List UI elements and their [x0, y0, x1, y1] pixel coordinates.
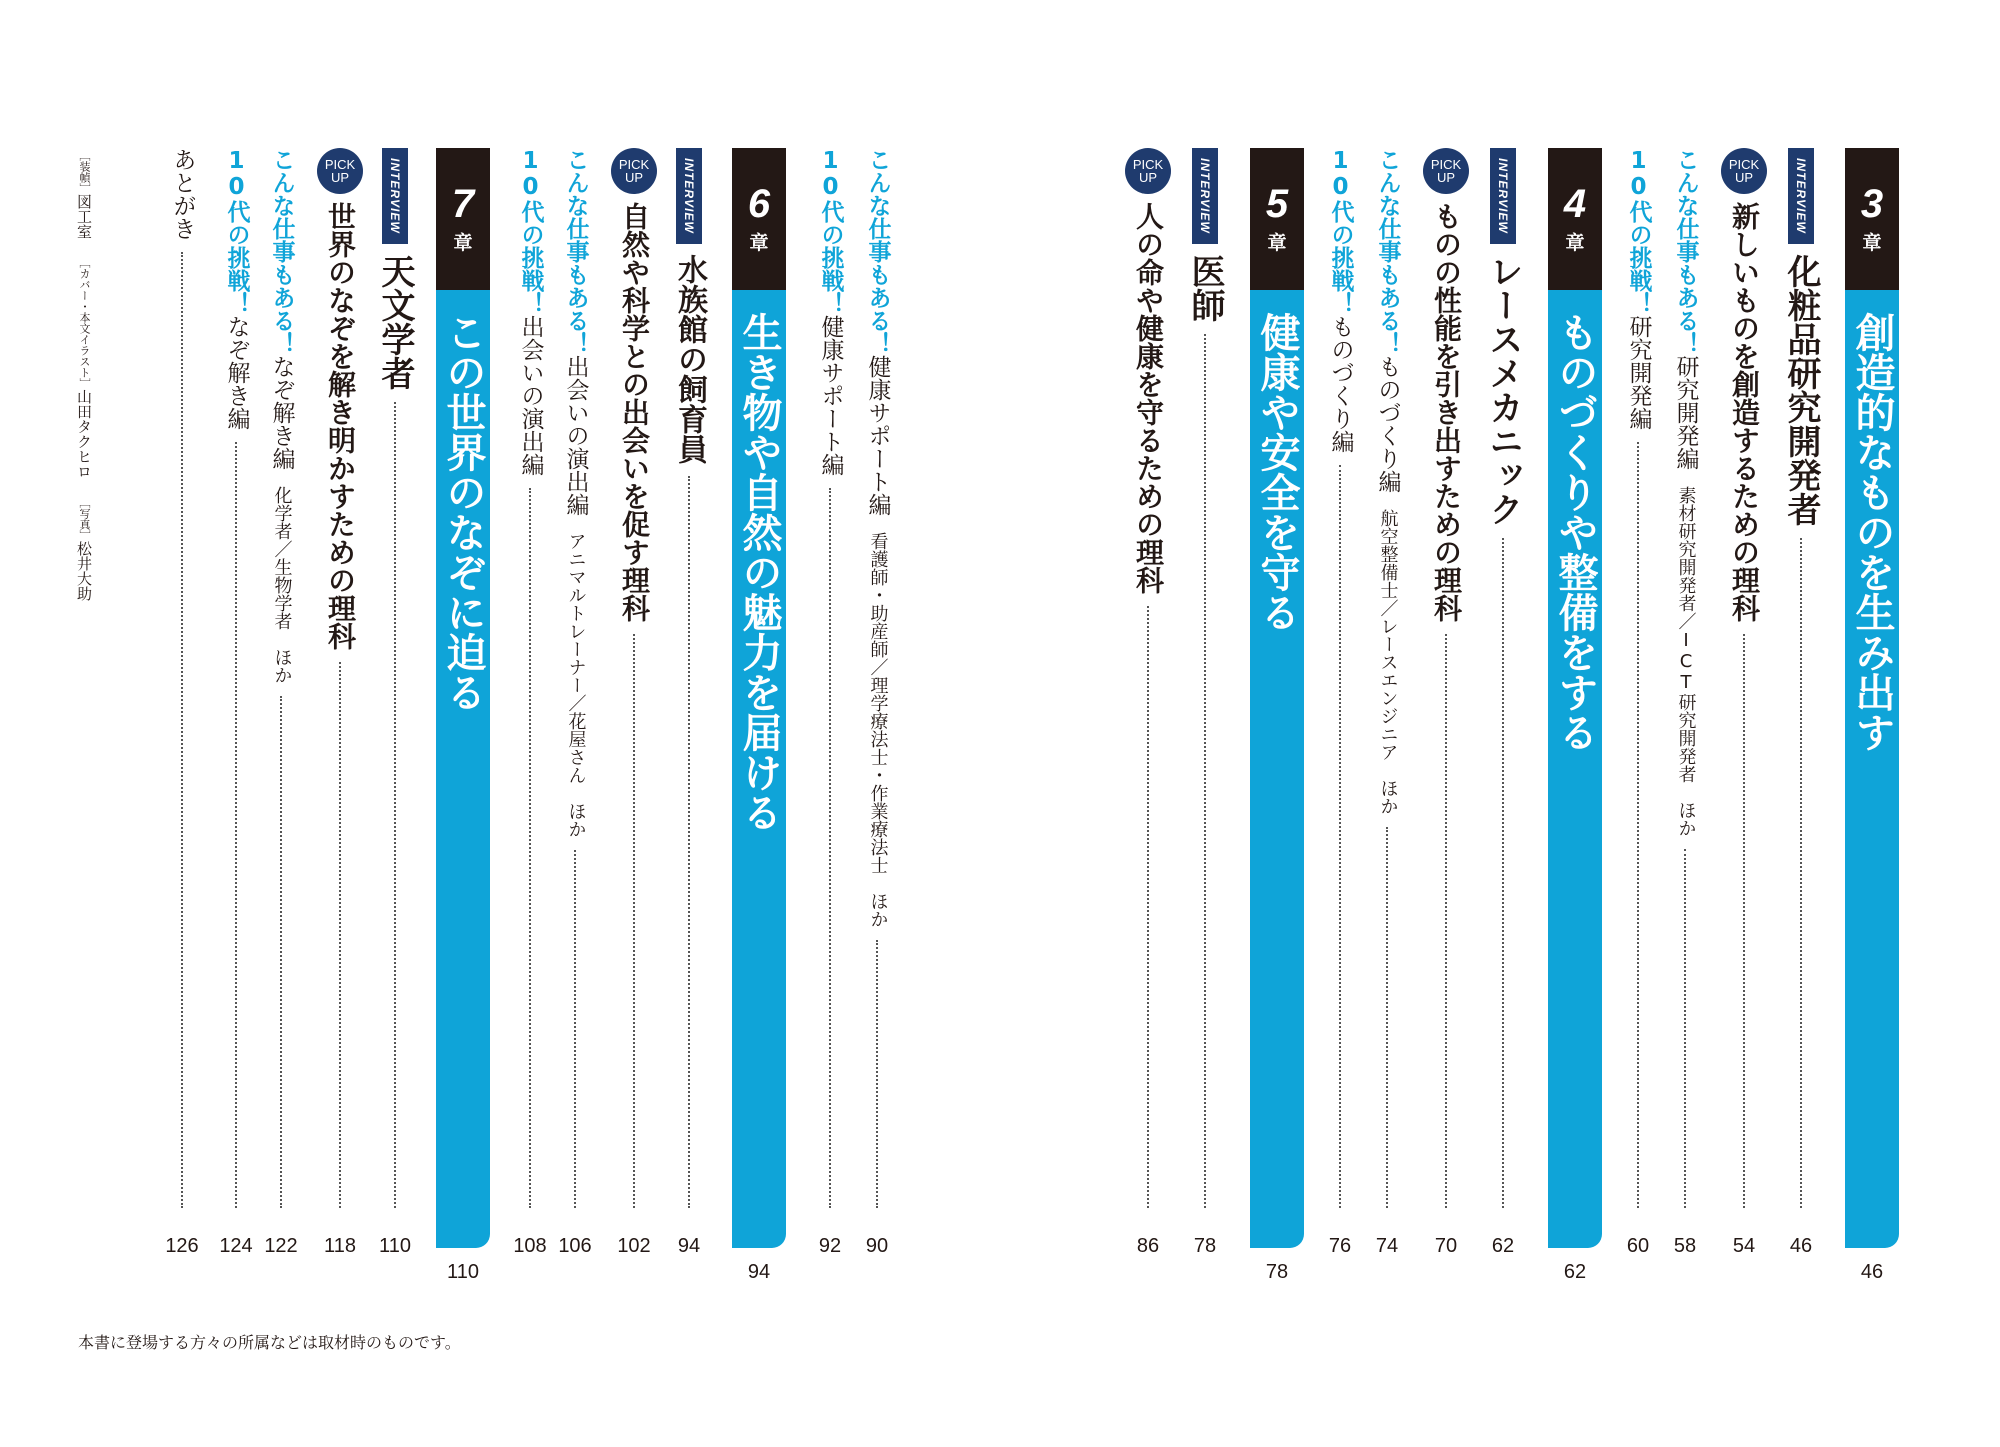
page-number: 78 — [1193, 1235, 1217, 1257]
entry-title: 天文学者 — [375, 254, 415, 390]
chapter-6-header: 6 章 生き物や自然の魅力を届ける 94 — [732, 148, 786, 1248]
pickup-badge: PICK UP — [611, 148, 657, 194]
page-number: 90 — [865, 1235, 889, 1257]
entry-title: レースメカニック — [1483, 254, 1523, 526]
interview-tag: INTERVIEW — [1192, 148, 1218, 244]
leader-dots — [181, 252, 183, 1208]
chapter-7-header: 7 章 この世界のなぞに迫る 110 — [436, 148, 490, 1248]
leader-dots — [633, 634, 635, 1208]
chapter-suffix: 章 — [1267, 231, 1287, 254]
page-number: 118 — [324, 1235, 356, 1257]
chapter-title: この世界のなぞに迫る — [440, 312, 486, 712]
page-number: 124 — [219, 1235, 253, 1257]
entry-title: 世界のなぞを解き明かすための理科 — [324, 202, 357, 650]
chapter-number: 7 — [451, 181, 475, 226]
entry-prefix: こんな仕事もある！ — [1374, 148, 1401, 355]
entry-title: なぞ解き編 — [268, 355, 295, 470]
toc-entry-pickup[interactable] — [312, 148, 368, 1258]
toc-entry-pickup[interactable] — [1716, 148, 1772, 1258]
chapter-number: 4 — [1563, 181, 1587, 226]
pickup-badge: PICK UP — [1721, 148, 1767, 194]
credit-value: 図工室 — [75, 194, 93, 239]
page-number: 54 — [1732, 1235, 1756, 1257]
toc-entry-pickup[interactable] — [1120, 148, 1176, 1258]
leader-dots — [1204, 334, 1206, 1208]
page-number: 62 — [1491, 1235, 1515, 1257]
page-number: 92 — [818, 1235, 842, 1257]
toc-entry-juudai[interactable] — [1616, 148, 1660, 1258]
entry-title: ものの性能を引き出すための理科 — [1430, 202, 1463, 622]
chapter-4-header: 4 章 ものづくりや整備をする 62 — [1548, 148, 1602, 1248]
toc-entry-konna[interactable] — [550, 148, 600, 1258]
entry-title: 自然や科学との出会いを促す理科 — [618, 202, 651, 622]
pickup-badge: PICK UP — [1125, 148, 1171, 194]
toc-entry-konna[interactable] — [1362, 148, 1412, 1258]
leader-dots — [688, 476, 690, 1208]
toc-entry-juudai[interactable] — [808, 148, 852, 1258]
entry-prefix: 10代の挑戦！ — [223, 148, 250, 315]
entry-title: 化粧品研究開発者 — [1781, 254, 1821, 526]
leader-dots — [280, 696, 282, 1208]
toc-entry-juudai[interactable] — [214, 148, 258, 1258]
chapter-title: ものづくりや整備をする — [1552, 312, 1598, 752]
entry-subtitle: 航空整備士／レースエンジニア ほか — [1377, 509, 1399, 815]
leader-dots — [1502, 538, 1504, 1208]
entry-subtitle: アニマルトレーナー／花屋さん ほか — [565, 532, 587, 838]
page-number: 110 — [379, 1235, 411, 1257]
leader-dots — [1800, 538, 1802, 1208]
entry-subtitle: 化学者／生物学者 ほか — [271, 486, 293, 684]
entry-prefix: 10代の挑戦！ — [1327, 148, 1354, 315]
entry-prefix: こんな仕事もある！ — [562, 148, 589, 355]
entry-title: あとがき — [169, 148, 196, 240]
leader-dots — [394, 402, 396, 1208]
leader-dots — [1637, 442, 1639, 1208]
page-number: 108 — [513, 1235, 547, 1257]
toc-entry-konna[interactable] — [1660, 148, 1710, 1258]
leader-dots — [876, 940, 878, 1208]
page-number: 122 — [264, 1235, 298, 1257]
chapter-number: 3 — [1860, 181, 1884, 226]
toc-entry-pickup[interactable] — [606, 148, 662, 1258]
page-number: 60 — [1626, 1235, 1650, 1257]
interview-tag: INTERVIEW — [382, 148, 408, 244]
credit-label: ［装幀］ — [78, 150, 91, 194]
entry-prefix: 10代の挑戦！ — [817, 148, 844, 315]
toc-entry-interview[interactable] — [664, 148, 714, 1258]
page-number: 126 — [165, 1235, 199, 1257]
page-number: 76 — [1328, 1235, 1352, 1257]
credit-label: ［カバー・本文イラスト］ — [78, 257, 91, 389]
leader-dots — [1684, 849, 1686, 1208]
credit-value: 山田タクヒロ — [75, 389, 93, 479]
page-number: 46 — [1789, 1235, 1813, 1257]
entry-title: 水族館の飼育員 — [672, 254, 707, 464]
toc-entry-konna[interactable] — [256, 148, 306, 1258]
toc-entry-juudai[interactable] — [508, 148, 552, 1258]
toc-entry-interview[interactable] — [1180, 148, 1230, 1258]
chapter-number-block — [436, 148, 490, 290]
toc-entry-pickup[interactable] — [1418, 148, 1474, 1258]
leader-dots — [1743, 634, 1745, 1208]
credits — [76, 150, 91, 601]
page-number: 58 — [1673, 1235, 1697, 1257]
leader-dots — [1147, 606, 1149, 1208]
entry-title: ものづくり編 — [1374, 355, 1401, 493]
chapter-suffix: 章 — [1565, 231, 1585, 254]
page-number: 74 — [1375, 1235, 1399, 1257]
page-number: 102 — [617, 1235, 651, 1257]
chapter-number: 6 — [747, 181, 771, 226]
chapter-number-block — [732, 148, 786, 290]
entry-title: 健康サポート編 — [864, 355, 891, 516]
entry-title: 医師 — [1185, 254, 1225, 322]
page-number: 94 — [677, 1235, 701, 1257]
pickup-badge: PICK UP — [1423, 148, 1469, 194]
chapter-number-block — [1548, 148, 1602, 290]
entry-title: 出会いの演出編 — [562, 355, 589, 516]
leader-dots — [235, 442, 237, 1208]
leader-dots — [829, 488, 831, 1208]
entry-title: 出会いの演出編 — [517, 315, 544, 476]
leader-dots — [339, 662, 341, 1208]
chapter-number-block — [1250, 148, 1304, 290]
entry-subtitle: 素材研究開発者／ICT研究開発者 ほか — [1675, 486, 1697, 837]
leader-dots — [1445, 634, 1447, 1208]
interview-tag: INTERVIEW — [676, 148, 702, 244]
entry-prefix: こんな仕事もある！ — [1672, 148, 1699, 355]
page-number: 86 — [1136, 1235, 1160, 1257]
credit-label: ［写真］ — [78, 497, 91, 541]
entry-title: 人の命や健康を守るための理科 — [1132, 202, 1165, 594]
chapter-title: 創造的なものを生み出す — [1849, 312, 1895, 752]
entry-title: 新しいものを創造するための理科 — [1728, 202, 1761, 622]
chapter-number: 5 — [1265, 181, 1289, 226]
footnote: 本書に登場する方々の所属などは取材時のものです。 — [78, 1333, 461, 1352]
toc-entry-interview[interactable] — [370, 148, 420, 1258]
leader-dots — [529, 488, 531, 1208]
credit-value: 松井大助 — [75, 541, 93, 601]
entry-title: なぞ解き編 — [223, 315, 250, 430]
chapter-5-header: 5 章 健康や安全を守る 78 — [1250, 148, 1304, 1248]
chapter-suffix: 章 — [1862, 231, 1882, 254]
leader-dots — [1386, 827, 1388, 1208]
toc-entry-juudai[interactable] — [1318, 148, 1362, 1258]
entry-prefix: こんな仕事もある！ — [268, 148, 295, 355]
toc-entry-interview[interactable] — [1478, 148, 1528, 1258]
interview-tag: INTERVIEW — [1490, 148, 1516, 244]
toc-entry-konna[interactable] — [852, 148, 902, 1258]
entry-title: ものづくり編 — [1327, 315, 1354, 453]
interview-tag: INTERVIEW — [1788, 148, 1814, 244]
entry-prefix: 10代の挑戦！ — [1625, 148, 1652, 315]
pickup-badge: PICK UP — [317, 148, 363, 194]
toc-entry-afterword[interactable] — [158, 148, 206, 1258]
chapter-suffix: 章 — [453, 231, 473, 254]
toc-entry-interview[interactable] — [1776, 148, 1826, 1258]
leader-dots — [1339, 465, 1341, 1208]
entry-prefix: 10代の挑戦！ — [517, 148, 544, 315]
chapter-title: 生き物や自然の魅力を届ける — [736, 312, 782, 832]
leader-dots — [574, 850, 576, 1208]
chapter-3-header: 3 章 創造的なものを生み出す 46 — [1845, 148, 1899, 1248]
chapter-number-block — [1845, 148, 1899, 290]
chapter-suffix: 章 — [749, 231, 769, 254]
chapter-title: 健康や安全を守る — [1254, 312, 1300, 632]
entry-title: 健康サポート編 — [817, 315, 844, 476]
entry-prefix: こんな仕事もある！ — [864, 148, 891, 355]
page-number: 70 — [1434, 1235, 1458, 1257]
page-number: 106 — [558, 1235, 592, 1257]
entry-subtitle: 看護師・助産師／理学療法士・作業療法士 ほか — [867, 532, 889, 928]
entry-title: 研究開発編 — [1672, 355, 1699, 470]
entry-title: 研究開発編 — [1625, 315, 1652, 430]
